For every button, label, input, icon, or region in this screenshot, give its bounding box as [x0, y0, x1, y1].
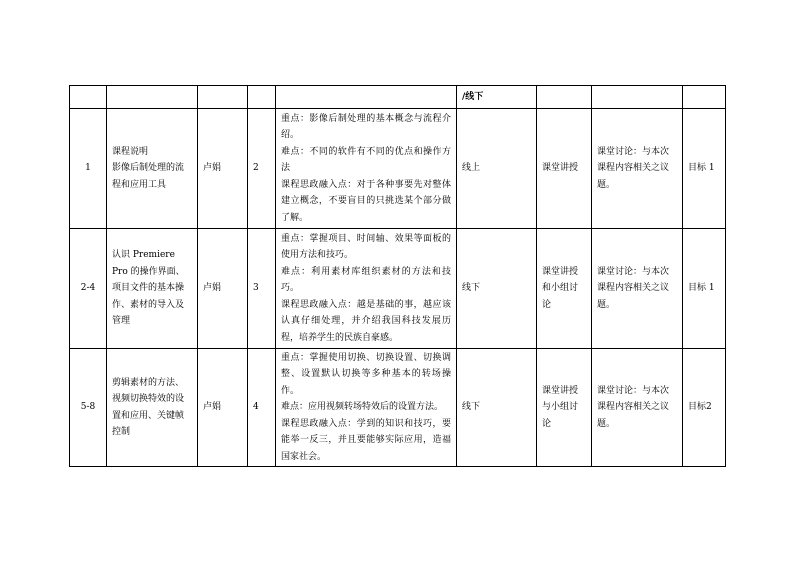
cell-teacher: 卢娟 [198, 109, 248, 229]
cell-hours: 4 [248, 349, 276, 467]
header-homework [592, 86, 683, 109]
cell-content [276, 349, 457, 467]
content-ideology: 课程思政融入点：学到的知识和技巧，要能举一反三，并且要能够实际应用，造福国家社会。 [281, 418, 451, 462]
cell-teacher: 卢娟 [198, 349, 248, 467]
table-row [70, 349, 726, 467]
content-ideology: 课程思政融入点：对于各种事要先对整体建立概念，不要盲目的只挑选某个部分做了解。 [281, 179, 451, 223]
cell-method: 课堂讲授 [537, 109, 592, 229]
content-difficulty: 难点：不同的软件有不同的优点和操作方法 [281, 146, 451, 174]
content-key-point: 重点：掌握使用切换、切换设置、切换调整、设置默认切换等多种基本的转场操作。 [281, 352, 451, 396]
cell-homework: 课堂讨论：与本次课程内容相关之议题。 [592, 109, 683, 229]
course-schedule-table [69, 85, 726, 467]
table-row [70, 109, 726, 229]
table-header-row [70, 86, 726, 109]
cell-target: 目标 1 [683, 229, 726, 349]
header-hours [248, 86, 276, 109]
cell-week: 1 [70, 109, 107, 229]
header-teacher [198, 86, 248, 109]
header-week [70, 86, 107, 109]
cell-mode: 线上 [457, 109, 537, 229]
cell-target: 目标2 [683, 349, 726, 467]
cell-method: 课堂讲授和小组讨论 [537, 229, 592, 349]
header-content [276, 86, 457, 109]
cell-topic [107, 349, 198, 467]
topic-text: 课程说明 影像后制处理的流程和应用工具 [112, 146, 185, 190]
cell-content [276, 109, 457, 229]
cell-teacher: 卢娟 [198, 229, 248, 349]
cell-mode: 线下 [457, 349, 537, 467]
cell-topic [107, 229, 198, 349]
cell-method: 课堂讲授与小组讨论 [537, 349, 592, 467]
header-topic [107, 86, 198, 109]
cell-hours: 3 [248, 229, 276, 349]
cell-week: 2-4 [70, 229, 107, 349]
topic-text: 剪辑素材的方法、视频切换特效的设置和应用、关键帧控制 [112, 377, 185, 437]
header-target [683, 86, 726, 109]
cell-target: 目标 1 [683, 109, 726, 229]
content-difficulty: 难点：应用视频转场特效后的设置方法。 [281, 402, 444, 413]
header-mode: /线下 [457, 86, 537, 109]
content-key-point: 重点：影像后制处理的基本概念与流程介绍。 [281, 113, 451, 141]
cell-mode: 线下 [457, 229, 537, 349]
cell-week: 5-8 [70, 349, 107, 467]
header-method [537, 86, 592, 109]
cell-homework: 课堂讨论：与本次课程内容相关之议题。 [592, 349, 683, 467]
content-difficulty: 难点：利用素材库组织素材的方法和技巧。 [281, 266, 451, 294]
cell-topic [107, 109, 198, 229]
table-row [70, 229, 726, 349]
content-ideology: 课程思政融入点：越是基础的事，越应该认真仔细处理，并介绍我国科技发展历程，培养学生的民族自豪感。 [281, 299, 451, 343]
cell-hours: 2 [248, 109, 276, 229]
cell-homework: 课堂讨论：与本次课程内容相关之议题。 [592, 229, 683, 349]
cell-content [276, 229, 457, 349]
topic-text: 认识 Premiere Pro 的操作界面、项目文件的基本操作、素材的导入及管理 [112, 250, 185, 327]
content-key-point: 重点：掌握项目、时间轴、效果等面板的使用方法和技巧。 [281, 233, 451, 261]
